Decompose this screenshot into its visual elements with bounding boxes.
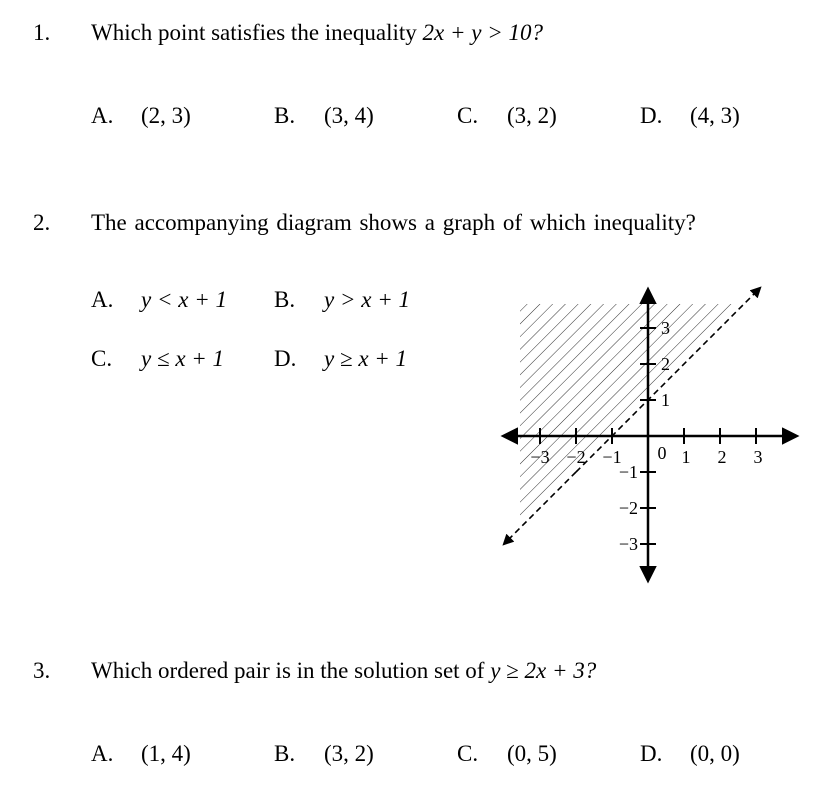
question-3-number: 3.: [33, 658, 51, 683]
question-1-number: 1.: [33, 20, 51, 45]
question-3-choice-a[interactable]: [91, 741, 191, 767]
y-tick-label: −1: [618, 462, 638, 482]
x-tick-label: 2: [717, 447, 727, 467]
question-3-inequality: y ≥ 2x + 3?: [490, 658, 597, 683]
choice-letter: A.: [91, 103, 114, 128]
y-tick-label: 2: [661, 354, 670, 374]
choice-value: (0, 0): [690, 741, 740, 766]
x-tick-label: −1: [602, 447, 622, 467]
x-tick-label: −2: [566, 447, 586, 467]
choice-value: y < x + 1: [141, 287, 227, 312]
choice-letter: B.: [274, 103, 296, 128]
question-1-choice-b[interactable]: [274, 103, 374, 129]
question-3-choice-b[interactable]: [274, 741, 374, 767]
y-tick-label: 3: [661, 318, 670, 338]
question-1-choice-a[interactable]: [91, 103, 191, 129]
question-3-prompt: Which ordered pair is in the solution set of: [91, 658, 491, 683]
y-tick-label: −3: [618, 534, 638, 554]
choice-value: y ≥ x + 1: [324, 346, 408, 371]
question-1-prompt: Which point satisfies the inequality: [91, 20, 423, 45]
choice-letter: C.: [457, 741, 479, 766]
choice-value: (2, 3): [141, 103, 191, 128]
choice-letter: B.: [274, 741, 296, 766]
x-tick-label: −3: [530, 447, 550, 467]
choice-value: (1, 4): [141, 741, 191, 766]
question-1-text: [91, 20, 543, 46]
choice-letter: A.: [91, 287, 114, 312]
choice-letter: C.: [91, 346, 113, 371]
y-tick-label: −2: [618, 498, 638, 518]
choice-letter: A.: [91, 741, 114, 766]
choice-value: (4, 3): [690, 103, 740, 128]
choice-value: y ≤ x + 1: [141, 346, 225, 371]
y-tick-label: 1: [661, 390, 670, 410]
choice-letter: D.: [640, 103, 663, 128]
question-1-inequality: 2x + y > 10?: [422, 20, 543, 45]
question-1-choice-d[interactable]: [640, 103, 740, 129]
question-2-choice-d[interactable]: [274, 346, 407, 372]
question-2-choice-c[interactable]: [91, 346, 224, 372]
choice-value: y > x + 1: [324, 287, 410, 312]
shaded-region: [520, 304, 738, 522]
question-3-choice-d[interactable]: [640, 741, 740, 767]
question-2-choice-a[interactable]: [91, 287, 227, 313]
choice-letter: C.: [457, 103, 479, 128]
question-2-choice-b[interactable]: [274, 287, 410, 313]
x-tick-label: 0: [657, 443, 667, 463]
choice-value: (3, 2): [324, 741, 374, 766]
inequality-graph: [498, 282, 808, 588]
x-tick-label: 1: [681, 447, 691, 467]
question-2-text: The accompanying diagram shows a graph of which inequality?: [91, 210, 696, 235]
question-2-number: 2.: [33, 210, 51, 235]
choice-letter: D.: [274, 346, 297, 371]
choice-letter: B.: [274, 287, 296, 312]
choice-letter: D.: [640, 741, 663, 766]
choice-value: (3, 4): [324, 103, 374, 128]
x-tick-label: 3: [753, 447, 763, 467]
question-1-choice-c[interactable]: [457, 103, 557, 129]
question-3-text: [91, 658, 596, 684]
question-3-choice-c[interactable]: [457, 741, 557, 767]
choice-value: (0, 5): [507, 741, 557, 766]
choice-value: (3, 2): [507, 103, 557, 128]
